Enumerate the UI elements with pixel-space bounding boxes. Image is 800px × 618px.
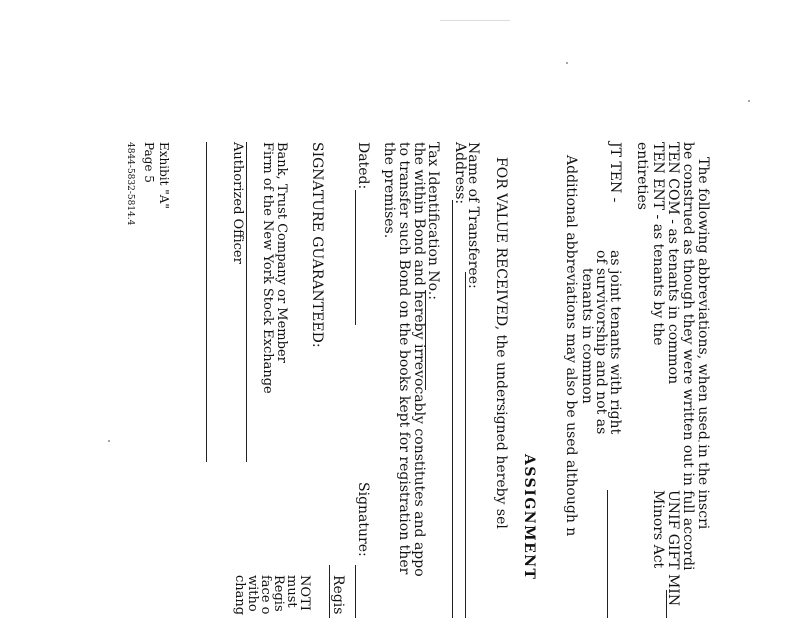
dated-blank[interactable] (355, 190, 356, 325)
unif-gift-label: UNIF GIFT MIN (665, 490, 681, 607)
abbreviations-intro-line1: The following abbreviations, when used in the inscri (695, 157, 711, 530)
page-number: Page 5 (142, 142, 156, 183)
scan-speck (748, 100, 750, 102)
abbreviations-intro-line2: be construed as though they were written out in full accordi (680, 142, 696, 571)
dated-label: Dated: (355, 142, 371, 190)
transferee-name-blank[interactable] (465, 272, 466, 618)
transferee-address-label: Address: (452, 142, 468, 205)
notice-line-6: chang (232, 575, 247, 616)
notice-line-3: Regis (271, 575, 286, 612)
assignment-heading: ASSIGNMENT (521, 454, 537, 581)
tax-id-label: Tax Identification No.: (425, 142, 441, 300)
scan-fold-line (440, 20, 510, 21)
signature-label: Signature: (355, 482, 371, 557)
unif-gift-blank (666, 590, 667, 618)
jt-ten-line1: as joint tenants with right (607, 250, 623, 435)
transferee-name-label: Name of Transferee: (465, 142, 481, 289)
jt-ten-line3: tenants in common (579, 268, 595, 404)
signature-guaranteed-heading: SIGNATURE GUARANTEED: (309, 142, 325, 348)
scan-speck (108, 440, 110, 442)
ten-com-text: TEN COM - as tenants in common (665, 142, 681, 385)
minors-act-label: Minors Act (650, 490, 666, 569)
jt-ten-line2: of survivorship and not as (593, 250, 609, 435)
for-value-received: FOR VALUE RECEIVED, the undersigned hereby sel (493, 157, 509, 529)
scan-speck (566, 62, 568, 64)
regis-label: Regis (330, 575, 346, 615)
assignment-body-line1: the within Bond and hereby irrevocably constitutes and appo (411, 142, 427, 577)
jt-ten-blank (607, 490, 608, 618)
authorized-officer-label: Authorized Officer (230, 142, 245, 264)
assignment-body-line3: the premises. (381, 142, 397, 239)
additional-abbreviations: Additional abbreviations may also be used although n (563, 155, 579, 537)
guarantee-signature-blank[interactable] (246, 142, 247, 462)
exhibit-label: Exhibit "A" (157, 142, 171, 209)
notice-line-4: face o (258, 575, 273, 615)
signature-blank[interactable] (355, 565, 356, 618)
notice-line-2: must (284, 575, 299, 608)
transferee-address-blank[interactable] (452, 200, 453, 618)
guarantee-bank-line1: Bank, Trust Company or Member (274, 142, 289, 363)
notice-line-1: NOTI (297, 575, 312, 611)
assignment-body-line2: to transfer such Bond on the books kept for registration ther (396, 142, 412, 575)
jt-ten-label: JT TEN - (607, 142, 623, 203)
ten-ent-text: TEN ENT - as tenants by the (650, 142, 666, 346)
guarantee-bank-line2: Firm of the New York Stock Exchange (260, 142, 275, 394)
document-id: 4844-5832-5814.4 (125, 142, 135, 226)
regis-blank (329, 565, 330, 618)
notice-line-5: witho (245, 575, 260, 612)
authorized-officer-blank[interactable] (206, 142, 207, 462)
ten-ent-entireties: entireties (634, 142, 650, 210)
